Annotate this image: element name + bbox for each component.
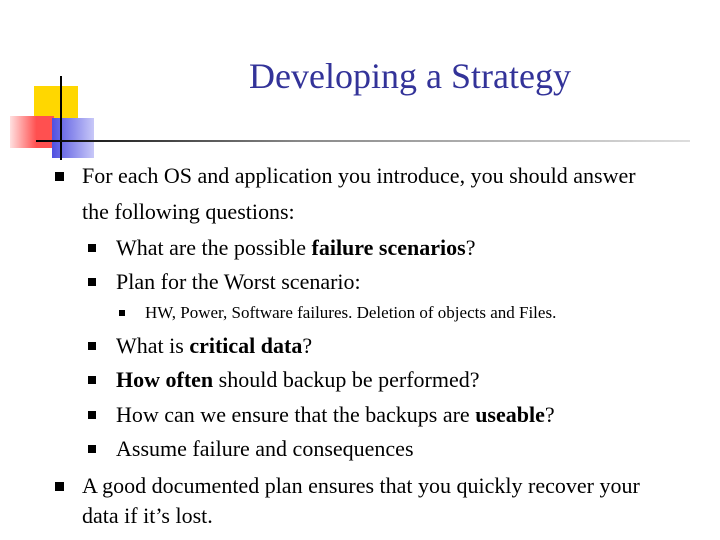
bullet-marker bbox=[88, 411, 96, 419]
bold-text: How often bbox=[116, 367, 214, 392]
bullet-marker bbox=[88, 445, 96, 453]
bullet-text-level-2 bbox=[116, 398, 555, 432]
bullet-text-level-3 bbox=[145, 300, 556, 326]
bullet-text-level-2 bbox=[116, 363, 480, 397]
bullet-text-level-1 bbox=[82, 499, 213, 533]
deco-blue-square bbox=[52, 118, 94, 158]
text-segment: Assume failure and consequences bbox=[116, 436, 414, 461]
text-segment: What is bbox=[116, 333, 190, 358]
deco-horizontal-line bbox=[36, 140, 690, 142]
bullet-marker bbox=[88, 244, 96, 252]
bullet-text-level-1 bbox=[82, 469, 640, 503]
bullet-marker bbox=[55, 172, 64, 181]
bullet-text-level-1 bbox=[82, 159, 636, 193]
text-segment: For each OS and application you introduce, you should answer bbox=[82, 163, 636, 188]
text-segment: HW, Power, Software failures. Deletion of objects and Files. bbox=[145, 303, 557, 322]
bullet-text-level-2 bbox=[116, 432, 414, 466]
deco-vertical-line bbox=[60, 76, 62, 160]
slide-title: Developing a Strategy bbox=[249, 56, 571, 96]
text-segment: the following questions: bbox=[82, 199, 295, 224]
bullet-text-level-2 bbox=[116, 231, 475, 265]
bullet-marker bbox=[88, 278, 96, 286]
bullet-marker bbox=[88, 342, 96, 350]
bold-text: critical data bbox=[189, 333, 303, 358]
text-segment: should backup be performed? bbox=[213, 367, 480, 392]
text-segment: What are the possible bbox=[116, 235, 312, 260]
text-segment: ? bbox=[302, 333, 313, 358]
bullet-text-level-1 bbox=[82, 195, 295, 229]
text-segment: data if it’s lost. bbox=[82, 503, 213, 528]
bullet-text-level-2 bbox=[116, 265, 361, 299]
text-segment: How can we ensure that the backups are bbox=[116, 402, 476, 427]
bullet-text-level-2 bbox=[116, 329, 312, 363]
text-segment: A good documented plan ensures that you quickly recover your bbox=[82, 473, 640, 498]
bold-text: useable bbox=[475, 402, 545, 427]
bullet-marker bbox=[88, 376, 96, 384]
text-segment: ? bbox=[465, 235, 476, 260]
bold-text: failure scenarios bbox=[311, 235, 466, 260]
deco-red-square bbox=[10, 116, 54, 148]
bullet-marker bbox=[119, 310, 125, 316]
bullet-marker bbox=[55, 482, 64, 491]
text-segment: ? bbox=[544, 402, 555, 427]
text-segment: Plan for the Worst scenario: bbox=[116, 269, 361, 294]
